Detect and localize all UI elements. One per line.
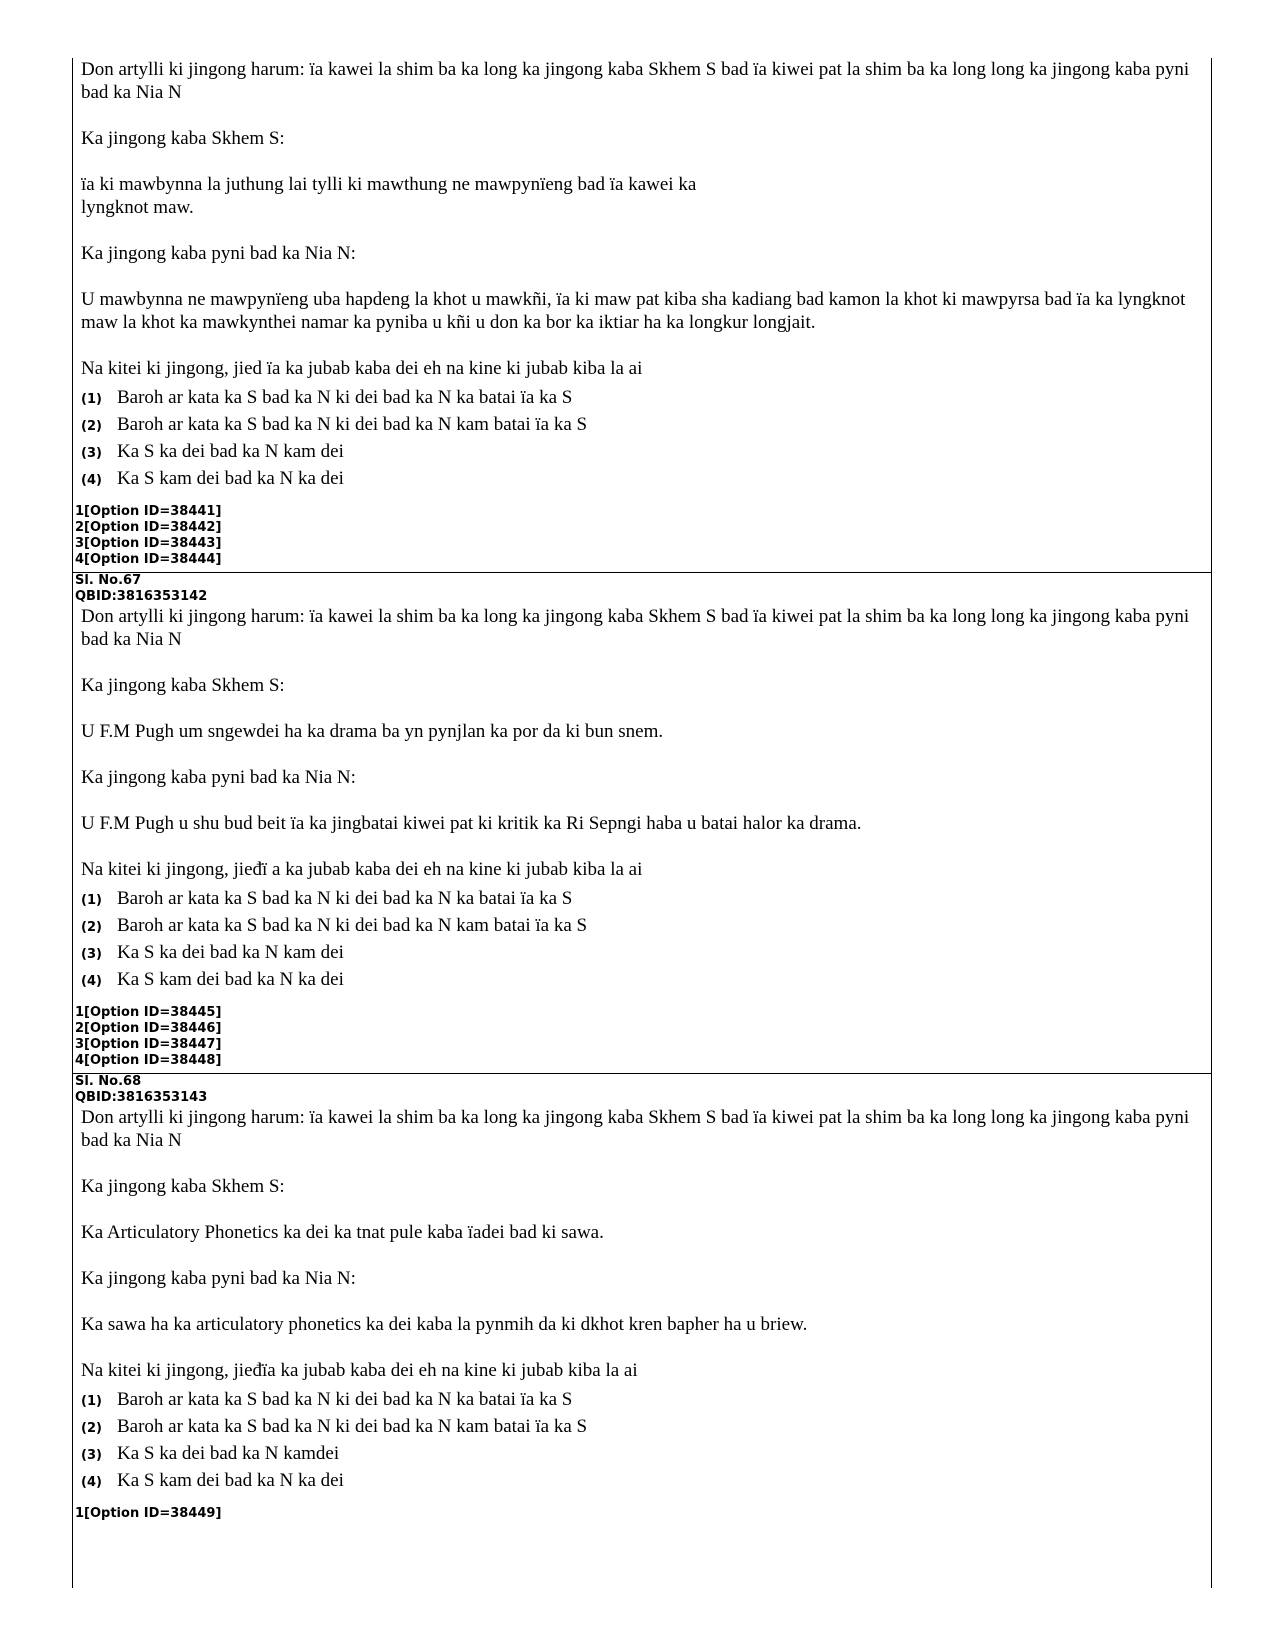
options-list bbox=[81, 1388, 1191, 1496]
question-block-67 bbox=[73, 573, 1211, 1074]
option-text: Ka S ka dei bad ka N kamdei bbox=[117, 1443, 340, 1464]
option-id: 1[Option ID=38445] bbox=[75, 1005, 222, 1020]
option-text: Ka S ka dei bad ka N kam dei bbox=[117, 441, 344, 462]
option-number: (2) bbox=[81, 419, 102, 434]
option-text: Baroh ar kata ka S bad ka N ki dei bad ka N ka batai ïa ka S bbox=[117, 1389, 573, 1410]
serial-number: Sl. No.68 bbox=[75, 1074, 142, 1089]
option-number: (1) bbox=[81, 1394, 102, 1409]
statement-s-text: ïa ki mawbynna la juthung lai tylli ki mawthung ne mawpynïeng bad ïa kawei ka lyngknot maw. bbox=[81, 174, 697, 218]
option-text: Ka S kam dei bad ka N ka dei bbox=[117, 468, 344, 489]
option-number: (1) bbox=[81, 392, 102, 407]
options-list bbox=[81, 887, 1191, 995]
statement-n-text: Ka sawa ha ka articulatory phonetics ka dei kaba la pynmih da ki dkhot kren bapher ha u briew. bbox=[81, 1314, 808, 1335]
question-block-66 bbox=[73, 58, 1211, 573]
option-number: (4) bbox=[81, 473, 102, 488]
statement-n-text: U F.M Pugh u shu bud beit ïa ka jingbatai kiwei pat ki kritik ka Ri Sepngi haba u batai halor ka drama. bbox=[81, 813, 862, 834]
option-number: (3) bbox=[81, 1448, 102, 1463]
qbid: QBID:3816353143 bbox=[75, 1090, 208, 1105]
question-intro: Don artylli ki jingong harum: ïa kawei la shim ba ka long ka jingong kaba Skhem S bad ïa kiwei pat la shim ba ka long long ka jingong kaba pyni bad ka Nia N bbox=[81, 59, 1190, 103]
option-number: (4) bbox=[81, 1475, 102, 1490]
question-block-68 bbox=[73, 1074, 1211, 1526]
option-ids bbox=[73, 1506, 1211, 1526]
option-number: (3) bbox=[81, 947, 102, 962]
statement-s-heading: Ka jingong kaba Skhem S: bbox=[81, 675, 285, 696]
statement-n-heading: Ka jingong kaba pyni bad ka Nia N: bbox=[81, 243, 356, 264]
question-intro: Don artylli ki jingong harum: ïa kawei la shim ba ka long ka jingong kaba Skhem S bad ïa kiwei pat la shim ba ka long long ka jingong kaba pyni bad ka Nia N bbox=[81, 1107, 1190, 1151]
question-prompt: Na kitei ki jingong, jieđïa ka jubab kaba dei eh na kine ki jubab kiba la ai bbox=[81, 1360, 638, 1381]
statement-s-text: Ka Articulatory Phonetics ka dei ka tnat pule kaba ïadei bad ki sawa. bbox=[81, 1222, 604, 1243]
options-list bbox=[81, 386, 1191, 494]
statement-n-heading: Ka jingong kaba pyni bad ka Nia N: bbox=[81, 1268, 356, 1289]
serial-number: Sl. No.67 bbox=[75, 573, 142, 588]
option-1 bbox=[81, 887, 1191, 914]
option-text: Ka S kam dei bad ka N ka dei bbox=[117, 1470, 344, 1491]
option-3 bbox=[81, 1442, 1191, 1469]
option-number: (4) bbox=[81, 974, 102, 989]
option-id: 4[Option ID=38448] bbox=[75, 1053, 222, 1068]
question-content bbox=[73, 605, 1211, 995]
option-3 bbox=[81, 941, 1191, 968]
option-id: 1[Option ID=38441] bbox=[75, 504, 222, 519]
option-text: Baroh ar kata ka S bad ka N ki dei bad ka N kam batai ïa ka S bbox=[117, 915, 588, 936]
option-4 bbox=[81, 968, 1191, 995]
question-prompt: Na kitei ki jingong, jieđï a ka jubab kaba dei eh na kine ki jubab kiba la ai bbox=[81, 859, 643, 880]
option-id: 2[Option ID=38442] bbox=[75, 520, 222, 535]
option-id: 2[Option ID=38446] bbox=[75, 1021, 222, 1036]
statement-s-heading: Ka jingong kaba Skhem S: bbox=[81, 128, 285, 149]
option-2 bbox=[81, 413, 1191, 440]
option-number: (2) bbox=[81, 920, 102, 935]
option-id: 1[Option ID=38449] bbox=[75, 1506, 222, 1521]
option-number: (2) bbox=[81, 1421, 102, 1436]
option-2 bbox=[81, 1415, 1191, 1442]
option-number: (1) bbox=[81, 893, 102, 908]
option-1 bbox=[81, 1388, 1191, 1415]
option-4 bbox=[81, 1469, 1191, 1496]
option-2 bbox=[81, 914, 1191, 941]
option-text: Baroh ar kata ka S bad ka N ki dei bad ka N kam batai ïa ka S bbox=[117, 1416, 588, 1437]
question-intro: Don artylli ki jingong harum: ïa kawei la shim ba ka long ka jingong kaba Skhem S bad ïa kiwei pat la shim ba ka long long ka jingong kaba pyni bad ka Nia N bbox=[81, 606, 1190, 650]
option-ids bbox=[73, 1005, 1211, 1073]
statement-s-text: U F.M Pugh um sngewdei ha ka drama ba yn pynjlan ka por da ki bun snem. bbox=[81, 721, 664, 742]
question-content bbox=[73, 58, 1211, 494]
qbid: QBID:3816353142 bbox=[75, 589, 208, 604]
statement-s-heading: Ka jingong kaba Skhem S: bbox=[81, 1176, 285, 1197]
option-1 bbox=[81, 386, 1191, 413]
question-sheet bbox=[72, 58, 1212, 1588]
option-text: Baroh ar kata ka S bad ka N ki dei bad ka N ka batai ïa ka S bbox=[117, 888, 573, 909]
statement-n-text: U mawbynna ne mawpynïeng uba hapdeng la khot u mawkñi, ïa ki maw pat kiba sha kadiang bad kamon la khot ki mawpyrsa bad ïa ka lyngknot maw la khot ka mawkynthei namar ka pyniba u kñi u don ka bor ka iktiar ha ka longkur longjait. bbox=[81, 289, 1186, 333]
option-id: 4[Option ID=38444] bbox=[75, 552, 222, 567]
option-number: (3) bbox=[81, 446, 102, 461]
option-text: Ka S kam dei bad ka N ka dei bbox=[117, 969, 344, 990]
option-3 bbox=[81, 440, 1191, 467]
option-text: Baroh ar kata ka S bad ka N ki dei bad ka N ka batai ïa ka S bbox=[117, 387, 573, 408]
statement-n-heading: Ka jingong kaba pyni bad ka Nia N: bbox=[81, 767, 356, 788]
option-text: Baroh ar kata ka S bad ka N ki dei bad ka N kam batai ïa ka S bbox=[117, 414, 588, 435]
option-id: 3[Option ID=38447] bbox=[75, 1037, 222, 1052]
option-id: 3[Option ID=38443] bbox=[75, 536, 222, 551]
question-content bbox=[73, 1106, 1211, 1496]
question-prompt: Na kitei ki jingong, jied ïa ka jubab kaba dei eh na kine ki jubab kiba la ai bbox=[81, 358, 643, 379]
option-4 bbox=[81, 467, 1191, 494]
option-ids bbox=[73, 504, 1211, 572]
option-text: Ka S ka dei bad ka N kam dei bbox=[117, 942, 344, 963]
